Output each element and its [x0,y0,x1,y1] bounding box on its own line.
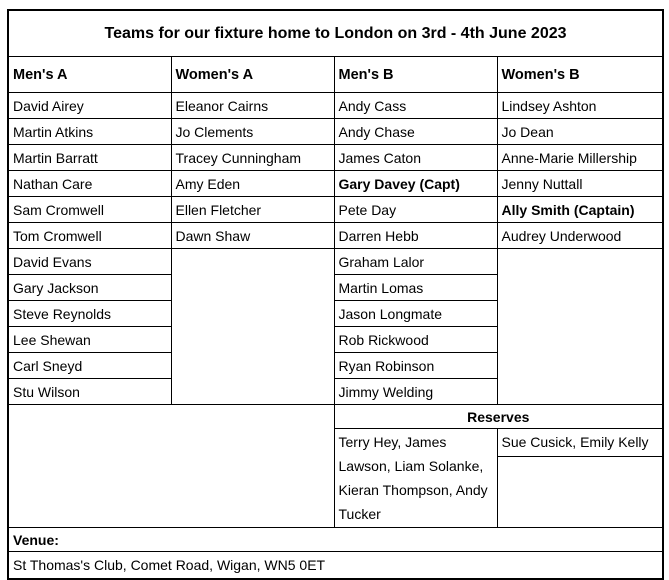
venue-address: St Thomas's Club, Comet Road, Wigan, WN5 0ET [8,552,663,580]
player-cell: Sam Cromwell [8,197,171,223]
column-header-mens-b: Men's B [334,57,497,93]
reserves-womens-b-cell: Sue Cusick, Emily Kelly [497,429,663,457]
player-cell: Steve Reynolds [8,301,171,327]
player-cell: Rob Rickwood [334,327,497,353]
player-cell: Nathan Care [8,171,171,197]
table-row [8,197,663,223]
player-cell: Carl Sneyd [8,353,171,379]
table-row [8,93,663,119]
player-cell: James Caton [334,145,497,171]
column-header-womens-b: Women's B [497,57,663,93]
player-cell: Audrey Underwood [497,223,663,249]
player-cell: Jenny Nuttall [497,171,663,197]
player-cell: Darren Hebb [334,223,497,249]
table-row [8,223,663,249]
player-cell: Amy Eden [171,171,334,197]
player-cell: Graham Lalor [334,249,497,275]
empty-cell-reserves-womens-b [497,456,663,527]
player-cell: Tracey Cunningham [171,145,334,171]
player-cell: Stu Wilson [8,379,171,405]
fixture-teams-table [7,9,664,580]
player-cell: Jo Dean [497,119,663,145]
player-cell: Anne-Marie Millership [497,145,663,171]
venue-address-row [8,552,663,580]
column-header-mens-a: Men's A [8,57,171,93]
player-cell: Gary Jackson [8,275,171,301]
player-cell: David Evans [8,249,171,275]
venue-label-row [8,528,663,552]
header-row [8,57,663,93]
player-cell: Dawn Shaw [171,223,334,249]
player-cell: Martin Barratt [8,145,171,171]
player-cell: Andy Cass [334,93,497,119]
player-cell: Ryan Robinson [334,353,497,379]
page-title: Teams for our fixture home to London on 3rd - 4th June 2023 [8,10,663,57]
title-row [8,10,663,57]
empty-cell-bottom-left [8,405,334,528]
player-cell: Lindsey Ashton [497,93,663,119]
reserves-header-row [8,405,663,429]
venue-label: Venue: [8,528,663,552]
table-row [8,249,663,275]
player-cell: Pete Day [334,197,497,223]
table-row [8,171,663,197]
player-cell-captain-womens-b: Ally Smith (Captain) [497,197,663,223]
player-cell: Andy Chase [334,119,497,145]
table-row [8,119,663,145]
player-cell: Jo Clements [171,119,334,145]
player-cell: Jimmy Welding [334,379,497,405]
empty-cell-womens-a [171,249,334,405]
player-cell: Jason Longmate [334,301,497,327]
empty-cell-womens-b [497,249,663,405]
player-cell: Lee Shewan [8,327,171,353]
player-cell: Ellen Fletcher [171,197,334,223]
reserves-header: Reserves [334,405,663,429]
player-cell: Tom Cromwell [8,223,171,249]
player-cell-captain-mens-b: Gary Davey (Capt) [334,171,497,197]
table-row [8,145,663,171]
player-cell: Eleanor Cairns [171,93,334,119]
player-cell: Martin Lomas [334,275,497,301]
reserves-mens-b-cell: Terry Hey, James Lawson, Liam Solanke, Kieran Thompson, Andy Tucker [334,429,497,528]
column-header-womens-a: Women's A [171,57,334,93]
player-cell: David Airey [8,93,171,119]
player-cell: Martin Atkins [8,119,171,145]
